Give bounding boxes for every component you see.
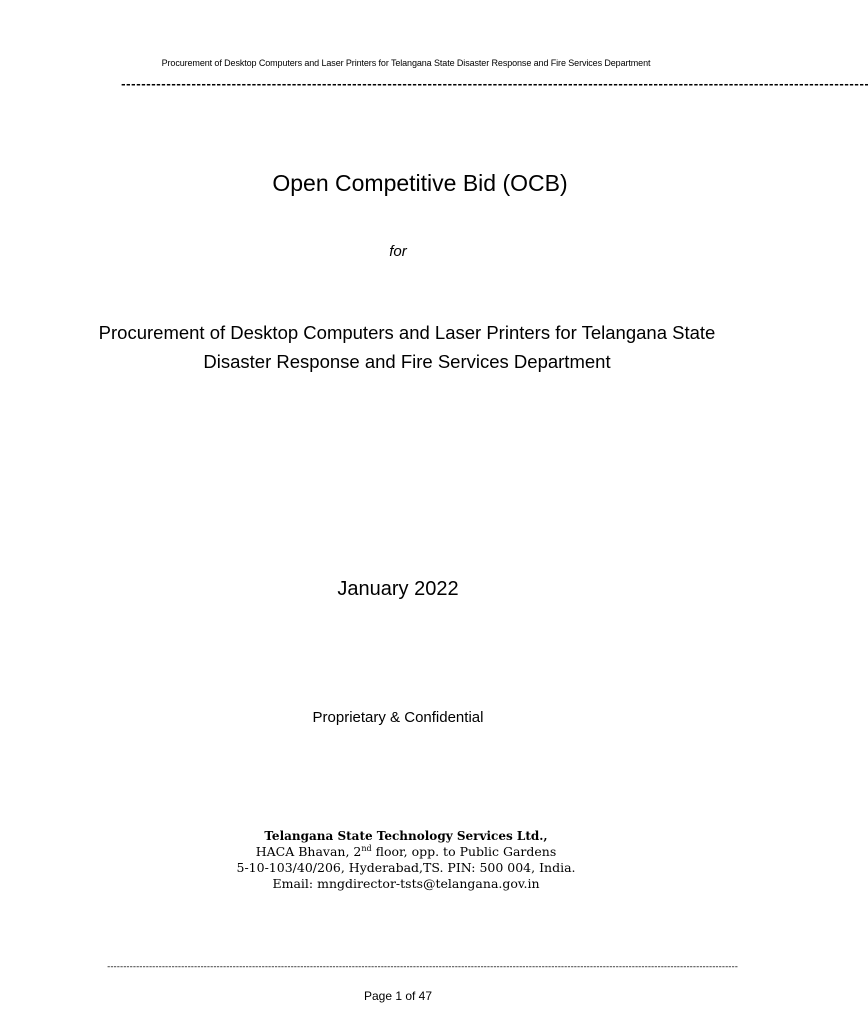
header-divider: ----------------------------------------------------------------------------------------------------------------------------------------------------- [120,78,868,91]
address-line-1 [0,844,812,860]
for-label: for [389,243,407,260]
bid-type-title: Open Competitive Bid (OCB) [272,170,568,196]
classification-label: Proprietary & Confidential [312,709,484,726]
running-header: Procurement of Desktop Computers and Laser Printers for Telangana State Disaster Response and Fire Services Department [161,58,651,68]
project-title: Procurement of Desktop Computers and Laser Printers for Telangana State Disaster Response and Fire Services Department [98,322,716,372]
page-number: Page 1 of 47 [363,989,433,1003]
address-line-2: 5-10-103/40/206, Hyderabad,TS. PIN: 500 004, India. [236,860,576,875]
address-line-1-pre: HACA Bhavan, 2 [255,844,362,859]
contact-email: Email: mngdirector-tsts@telangana.gov.in [272,876,540,891]
company-name: Telangana State Technology Services Ltd., [264,829,548,843]
footer-divider: ---------------------------------------------------------------------------------------------------------------------------------------------------------------------------------------------------- [106,962,737,972]
document-date: January 2022 [337,578,459,600]
address-line-1-post: floor, opp. to Public Gardens [371,844,557,859]
address-block [0,828,812,892]
floor-ordinal-suffix: nd [361,843,372,853]
